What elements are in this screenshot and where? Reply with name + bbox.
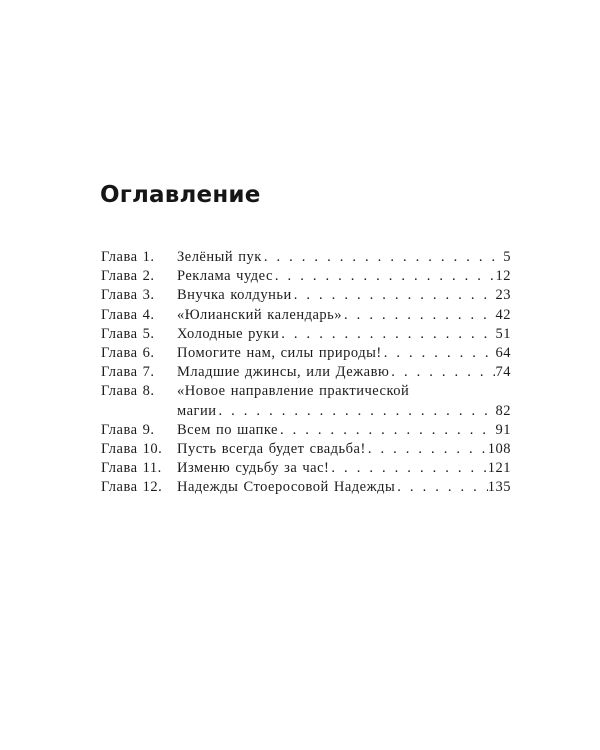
toc-entry-chapter-5[interactable] [101, 325, 511, 344]
chapter-label: Глава 3. [101, 287, 155, 304]
chapter-title: «Юлианский календарь» [177, 306, 343, 323]
chapter-title: Младшие джинсы, или Дежавю [177, 364, 390, 381]
dot-leader [279, 325, 495, 344]
page-number: 82 [495, 402, 511, 419]
dot-leader [395, 478, 487, 497]
chapter-label: Глава 4. [101, 306, 155, 323]
chapter-label: Глава 1. [101, 249, 155, 265]
page-number: 23 [495, 287, 511, 304]
dot-leader [292, 286, 495, 305]
toc-entry-chapter-4[interactable] [101, 306, 511, 325]
chapter-title: Надежды Стоеросовой Надежды [177, 479, 396, 496]
toc-entry-chapter-3[interactable] [101, 286, 511, 305]
chapter-label: Глава 7. [101, 364, 155, 381]
chapter-title-line-2: магии [177, 402, 217, 419]
dot-leader [366, 440, 488, 459]
dot-leader [216, 402, 495, 421]
toc-entry-chapter-10[interactable] [101, 440, 511, 459]
page-number: 108 [487, 441, 511, 458]
dot-leader [382, 344, 495, 363]
chapter-title: Пусть всегда будет свадьба! [177, 441, 366, 458]
chapter-label: Глава 2. [101, 268, 155, 285]
chapter-label: Глава 12. [101, 479, 163, 496]
page-number: 121 [487, 460, 511, 477]
toc-entry-chapter-6[interactable] [101, 344, 511, 363]
dot-leader [278, 421, 495, 440]
dot-leader [262, 248, 495, 267]
chapter-label: Глава 5. [101, 325, 155, 342]
chapter-title: Зелёный пук [177, 249, 262, 265]
chapter-label: Глава 10. [101, 441, 163, 458]
dot-leader [273, 267, 495, 286]
page-number: 51 [495, 325, 511, 342]
dot-leader [329, 459, 487, 478]
chapter-title-line-1: «Новое направление практической [177, 383, 410, 400]
chapter-label: Глава 11. [101, 460, 162, 477]
page-number: 12 [495, 268, 511, 285]
table-of-contents [101, 248, 511, 498]
dot-leader [389, 363, 495, 382]
chapter-title: Холодные руки [177, 325, 280, 342]
chapter-label: Глава 8. [101, 383, 155, 400]
toc-entry-chapter-11[interactable] [101, 459, 511, 478]
toc-entry-chapter-1[interactable] [101, 248, 511, 267]
toc-entry-chapter-12[interactable] [101, 478, 511, 497]
page-title: Оглавление [100, 182, 261, 208]
dot-leader [342, 306, 495, 325]
chapter-label: Глава 9. [101, 421, 155, 438]
chapter-title: Реклама чудес [177, 268, 273, 285]
page-number: 5 [503, 249, 511, 265]
page-number: 74 [495, 364, 511, 381]
toc-entry-chapter-8[interactable] [101, 382, 511, 420]
toc-entry-chapter-7[interactable] [101, 363, 511, 382]
chapter-title: Всем по шапке [177, 421, 278, 438]
page-number: 42 [495, 306, 511, 323]
chapter-title: Помогите нам, силы природы! [177, 345, 382, 362]
toc-entry-chapter-2[interactable] [101, 267, 511, 286]
toc-entry-chapter-9[interactable] [101, 421, 511, 440]
chapter-label: Глава 6. [101, 345, 155, 362]
chapter-title: Изменю судьбу за час! [177, 460, 330, 477]
page-number: 64 [495, 345, 511, 362]
page-number: 135 [487, 479, 511, 496]
page-number: 91 [495, 421, 511, 438]
chapter-title: Внучка колдуньи [177, 287, 292, 304]
